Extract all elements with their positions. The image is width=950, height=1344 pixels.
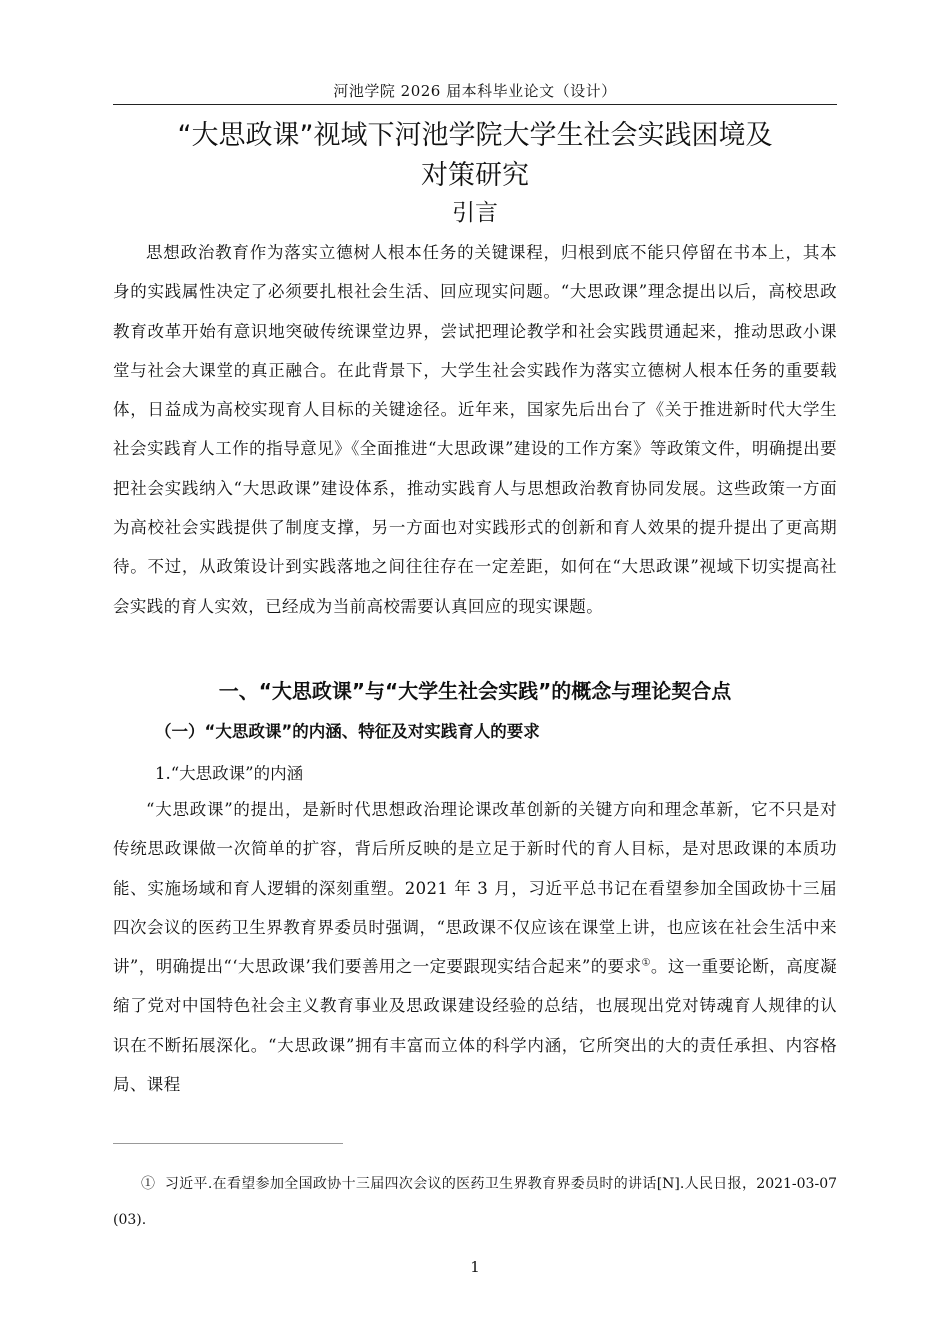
footnote-text: 习近平.在看望参加全国政协十三届四次会议的医药卫生界教育界委员时的讲话[N].人民日报，2021-03-07 (03). [113,1176,838,1228]
title-line-1: “大思政课”视域下河池学院大学生社会实践困境及 [177,120,773,151]
subsection-heading: 1.“大思政课”的内涵 [155,764,304,783]
footnote [113,1166,837,1238]
intro-paragraph: 思想政治教育作为落实立德树人根本任务的关键课程，归根到底不能只停留在书本上，其本身的实践属性决定了必须要扎根社会生活、回应现实问题。“大思政课”理念提出以后，高校思政教育改革开始有意识地突破传统课堂边界，尝试把理论教学和社会实践贯通起来，推动思政小课堂与社会大课堂的真正融合。在此背景下，大学生社会实践作为落实立德树人根本任务的重要载体，日益成为高校实现育人目标的关键途径。近年来，国家先后出台了《关于推进新时代大学生社会实践育人工作的指导意见》《全面推进“大思政课”建设的工作方案》等政策文件，明确提出要把社会实践纳入“大思政课”建设体系，推动实践育人与思想政治教育协同发展。这些政策一方面为高校社会实践提供了制度支撑，另一方面也对实践形式的创新和育人效果的提升提出了更高期待。不过，从政策设计到实践落地之间往往存在一定差距，如何在“大思政课”视域下切实提高社会实践的育人实效，已经成为当前高校需要认真回应的现实课题。 [113,243,837,616]
section-heading: （一）“大思政课”的内涵、特征及对实践育人的要求 [155,722,540,741]
footnote-marker: ① [141,1176,156,1192]
running-header: 河池学院 2026 届本科毕业论文（设计） [333,82,617,100]
header-rule [113,104,837,105]
footnote-rule [113,1143,343,1144]
body-paragraph-text-2: 。这一重要论断，高度凝缩了党对中国特色社会主义教育事业及思政课建设经验的总结，也展现出党对铸魂育人规律的认识在不断拓展深化。“大思政课”拥有丰富而立体的科学内涵，它所突出的大的责任承担、内容格局、课程 [113,957,837,1095]
page-number: 1 [470,1258,480,1276]
footnote-reference[interactable]: ① [641,957,651,969]
paper-title [113,116,837,196]
body-paragraph [113,790,837,1104]
chapter-heading: 一、“大思政课”与“大学生社会实践”的概念与理论契合点 [218,679,732,703]
title-line-2: 对策研究 [421,160,529,191]
intro-heading: 引言 [452,200,498,226]
body-paragraph-text-1: “大思政课”的提出，是新时代思想政治理论课改革创新的关键方向和理念革新，它不只是对传统思政课做一次简单的扩容，背后所反映的是立足于新时代的育人目标，是对思政课的本质功能、实施场域和育人逻辑的深刻重塑。2021 年 3 月，习近平总书记在看望参加全国政协十三届四次会议的医药卫生界教育界委员时强调，“思政课不仅应该在课堂上讲，也应该在社会生活中来讲”，明确提出“‘大思政课’我们要善用之一定要跟现实结合起来”的要求 [113,800,837,977]
